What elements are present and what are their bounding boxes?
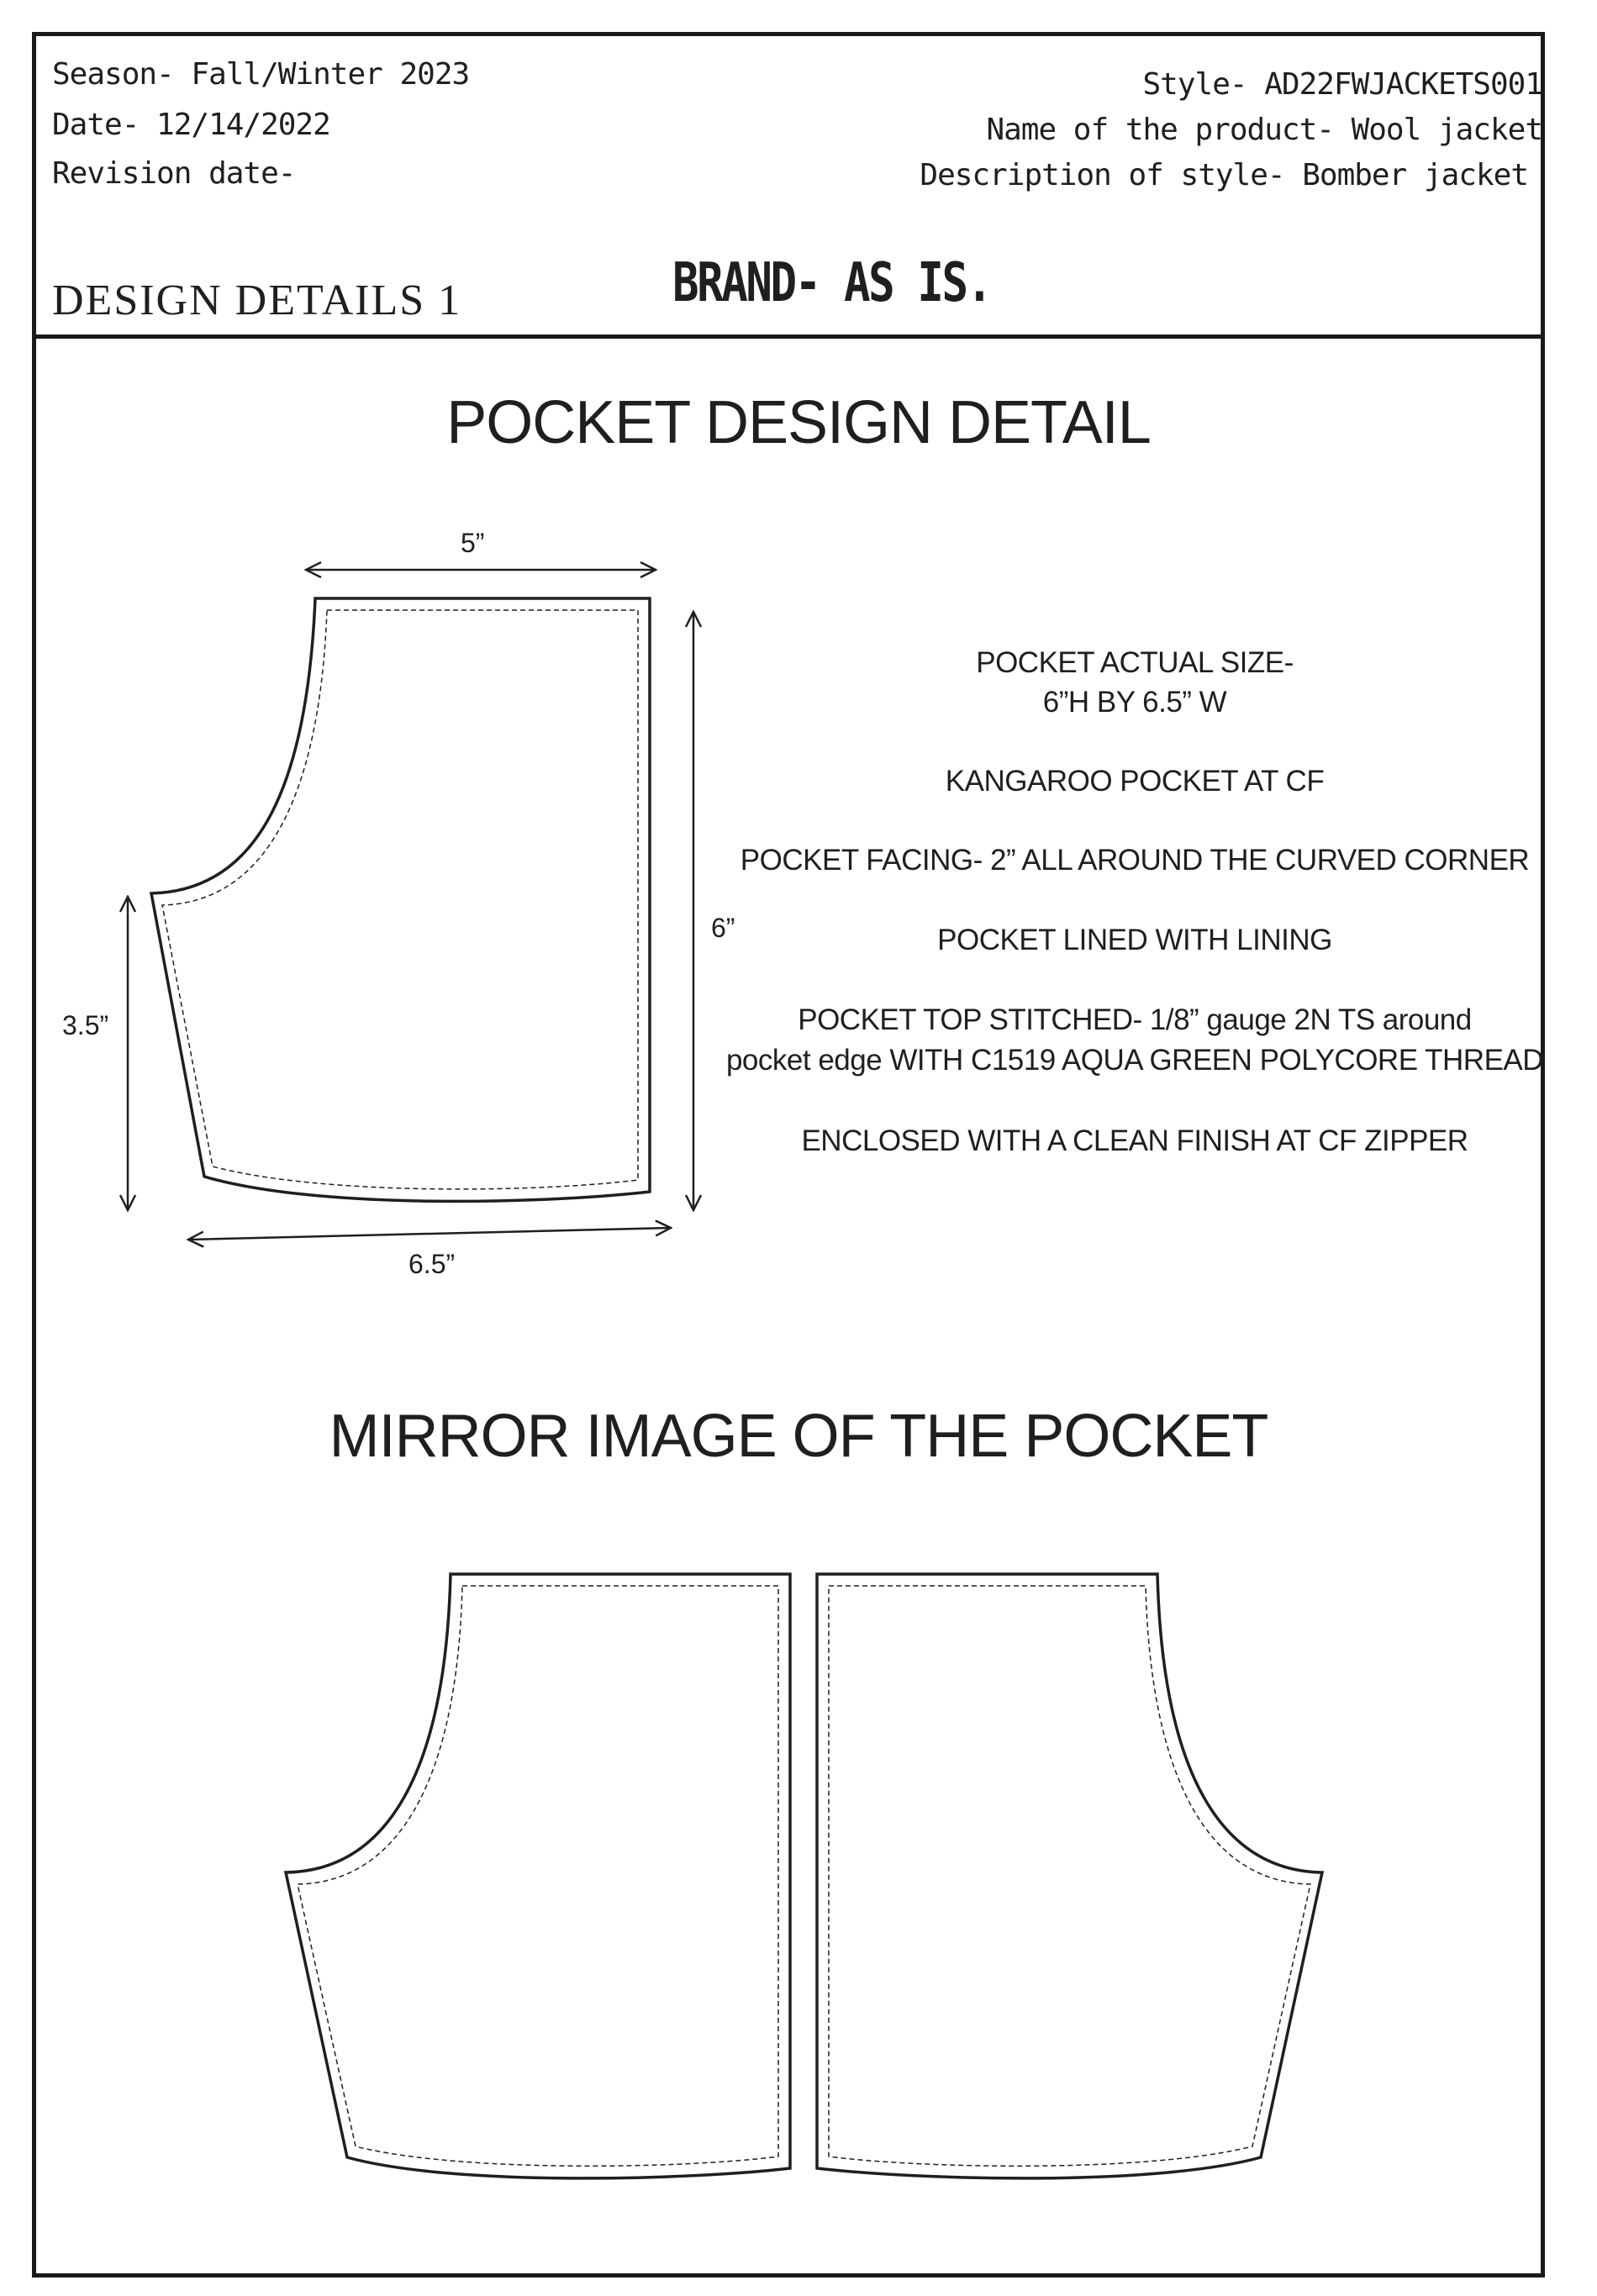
pocket-outline [151, 598, 650, 1201]
dimension-arrows [128, 570, 693, 1240]
spec-lining: POCKET LINED WITH LINING [937, 924, 1332, 956]
arrow-bottom-width [188, 1228, 671, 1240]
spec-size-line-2: 6”H BY 6.5” W [1042, 686, 1227, 719]
mirror-left-outline [286, 1574, 790, 2178]
pocket-topstitch [162, 610, 638, 1189]
mirror-pocket-right [817, 1574, 1322, 2178]
pocket-detail-title: POCKET DESIGN DETAIL [446, 389, 1151, 456]
brand-name: BRAND- AS IS. [672, 252, 991, 314]
spec-size-line-1: POCKET ACTUAL SIZE- [976, 646, 1294, 679]
spec-finish: ENCLOSED WITH A CLEAN FINISH AT CF ZIPPER [801, 1124, 1468, 1157]
spec-kangaroo: KANGAROO POCKET AT CF [945, 765, 1325, 798]
revision-date-text: Revision date- [52, 156, 296, 191]
product-name-text: Name of the product- Wool jacket [986, 113, 1542, 147]
style-code-text: Style- AD22FWJACKETS001 [1142, 67, 1542, 102]
mirror-pocket-left [286, 1574, 790, 2178]
mirror-right-topstitch [829, 1586, 1310, 2166]
pocket-flat-sketch [151, 598, 650, 1201]
style-description-text: Description of style- Bomber jacket [920, 158, 1528, 192]
spec-facing: POCKET FACING- 2” ALL AROUND THE CURVED CORNER [740, 844, 1530, 877]
dimension-height-label: 6” [711, 913, 735, 943]
date-text: Date- 12/14/2022 [52, 108, 330, 142]
section-label: DESIGN DETAILS 1 [52, 276, 462, 324]
mirror-right-outline [817, 1574, 1322, 2178]
dimension-side-label: 3.5” [62, 1010, 109, 1040]
dimension-bottom-label: 6.5” [408, 1249, 456, 1279]
mirror-title: MIRROR IMAGE OF THE POCKET [329, 1403, 1268, 1470]
spec-topstitch-line-2: pocket edge WITH C1519 AQUA GREEN POLYCORE THREAD [725, 1044, 1544, 1077]
dimension-top-label: 5” [461, 528, 485, 558]
season-text: Season- Fall/Winter 2023 [52, 57, 470, 92]
spec-topstitch-line-1: POCKET TOP STITCHED- 1/8” gauge 2N TS around [798, 1003, 1472, 1036]
mirror-left-topstitch [298, 1586, 778, 2166]
